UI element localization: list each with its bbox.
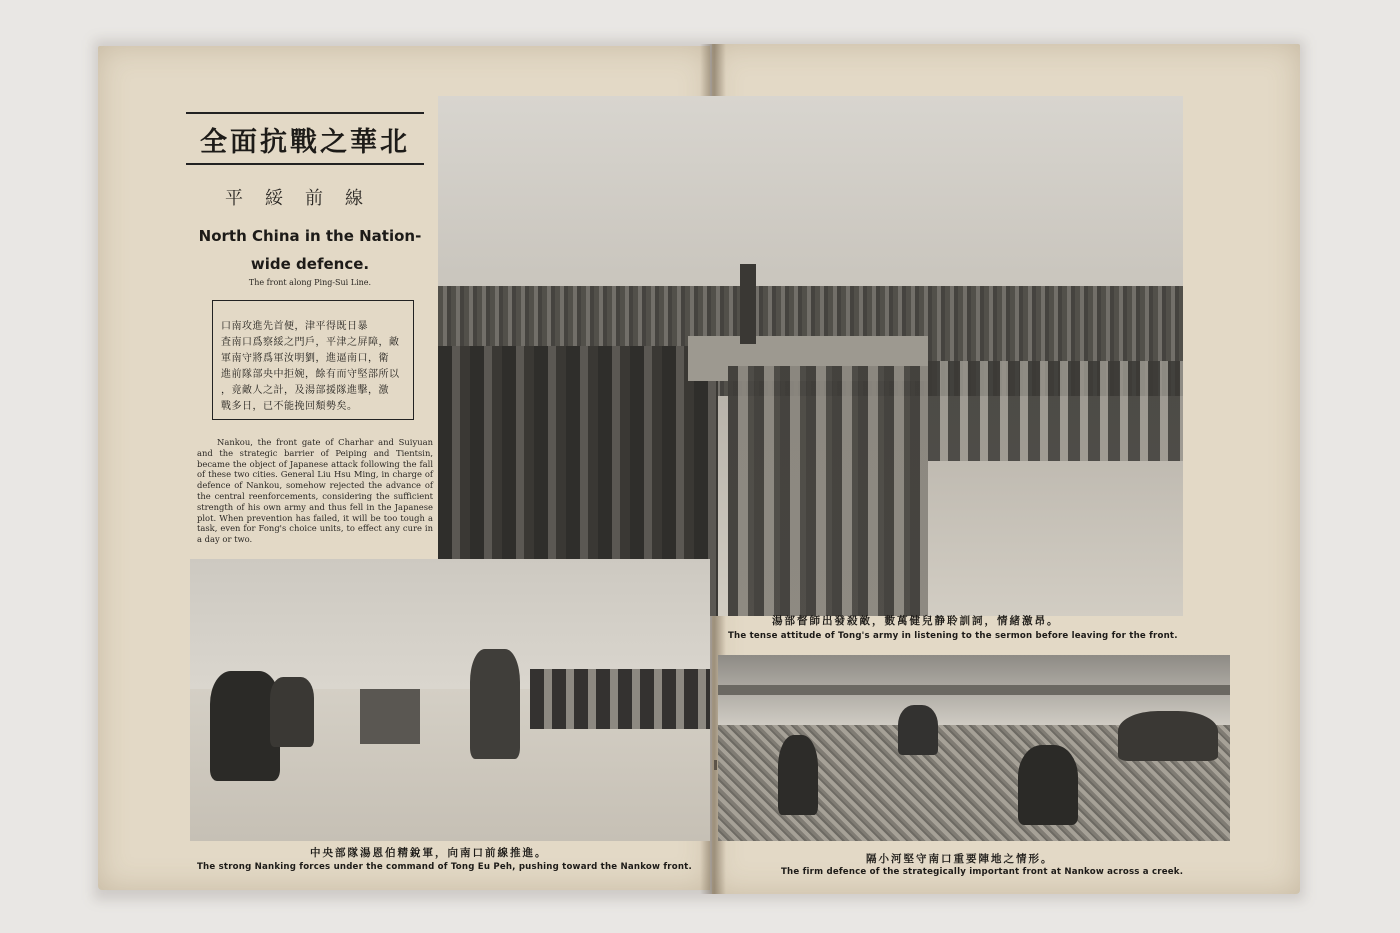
cn-paragraph-line: 軍南守將爲軍汝明劉，進逼南口，衛 (221, 353, 389, 364)
title-en-line-1: North China in the Nation- (198, 227, 422, 245)
cn-paragraph-line: 進前隊部央中拒婉，餘有而守堅部所以 (221, 369, 400, 380)
page-title-en (190, 222, 430, 278)
chinese-paragraph-box (212, 300, 414, 420)
english-paragraph-text: Nankou, the front gate of Charhar and Suiyuan and the strategic barrier of Peiping and Tientsin, became the object of Japanese attack following the fall of these two cities. General Liu Hsu Ming, in charge of defence of Nankou, somehow rejected the advance of the central reenforcements, considering the sufficient strength of his own army and thus fell in the Japanese plot. When prevention has failed, it will be too tough a task, even for Fong's choice units, to effect any cure in a day or two. (197, 437, 433, 545)
english-paragraph (197, 437, 433, 545)
subtitle-en: The front along Ping-Sui Line. (248, 278, 372, 287)
page-title-cn: 全面抗戰之華北 (200, 127, 410, 158)
caption-en-army: The tense attitude of Tong's army in listening to the sermon before leaving for the front. (728, 631, 1178, 641)
cn-paragraph-line: 口南攻進先首便，津平得既日暴 (221, 321, 368, 332)
binding-stitch (714, 760, 717, 770)
caption-cn-trench: 隔小河堅守南口重要陣地之情形。 (866, 853, 1054, 865)
cn-paragraph-line: 査南口爲察綏之門戶，平津之屏障，敵 (221, 337, 400, 348)
cn-paragraph-line: ，竟敵人之計，及湯部援隊進擊，激 (221, 385, 389, 396)
photo-cavalry-advance (190, 559, 710, 841)
title-block (186, 112, 424, 165)
caption-cn-army: 湯部督師出發殺敵，數萬健兒静聆訓詞，情緒激昂。 (772, 615, 1060, 627)
caption-en-trench: The firm defence of the strategically important front at Nankow across a creek. (781, 867, 1184, 877)
cn-paragraph-line: 戰多日，已不能挽回頽勢矣。 (221, 401, 358, 412)
title-en-line-2: wide defence. (250, 255, 370, 273)
subtitle-cn: 平綏前線 (225, 188, 385, 209)
caption-en-cavalry: The strong Nanking forces under the command of Tong Eu Peh, pushing toward the Nankow front. (197, 862, 692, 872)
photo-trench-defence (718, 655, 1230, 841)
photo-army-assembly (438, 96, 1183, 616)
caption-cn-cavalry: 中央部隊湯恩伯精銳軍，向南口前線推進。 (310, 847, 548, 859)
